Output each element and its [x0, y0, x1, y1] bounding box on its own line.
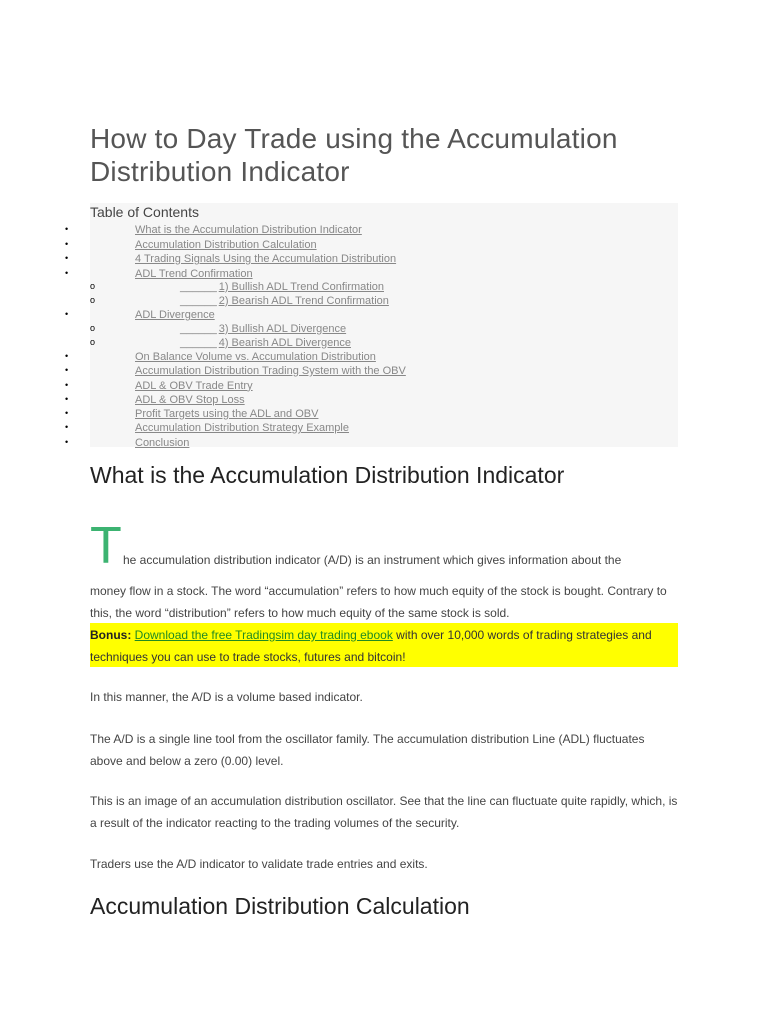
toc-link[interactable]: Profit Targets using the ADL and OBV: [135, 407, 319, 420]
page-title: How to Day Trade using the Accumulation Distribution Indicator: [90, 123, 618, 187]
paragraph-oscillator-image: This is an image of an accumulation distribution oscillator. See that the line can fluctuate quite rapidly, which, is a result of the indicator reacting to the trading volumes of the security.: [90, 794, 678, 830]
toc-bullet: •: [65, 393, 69, 404]
toc-link[interactable]: 4 Trading Signals Using the Accumulation Distribution: [135, 253, 397, 265]
toc-bullet: •: [65, 350, 69, 361]
section-heading-what-is: What is the Accumulation Distribution Indicator: [90, 462, 565, 488]
paragraph-single-line-tool: The A/D is a single line tool from the oscillator family. The accumulation distribution Line (ADL) fluctuates above and below a zero (0.00) level.: [90, 732, 645, 768]
paragraph-traders-use: Traders use the A/D indicator to validate trade entries and exits.: [90, 857, 428, 871]
toc-bullet: •: [65, 238, 69, 249]
toc-link[interactable]: ADL & OBV Trade Entry: [135, 379, 253, 392]
ebook-download-link[interactable]: Download the free Tradingsim day trading ebook: [134, 628, 393, 642]
toc-link[interactable]: Accumulation Distribution Trading System with the OBV: [135, 365, 406, 377]
toc-link[interactable]: What is the Accumulation Distribution Indicator: [135, 224, 362, 236]
toc-bullet: •: [65, 407, 69, 418]
intro-first-line: he accumulation distribution indicator (A/D) is an instrument which gives information about the: [123, 553, 622, 567]
table-of-contents: [65, 203, 678, 449]
toc-link[interactable]: ______ 2) Bearish ADL Trend Confirmation: [180, 295, 389, 307]
toc-bullet: o: [90, 336, 96, 347]
toc-link[interactable]: ADL & OBV Stop Loss: [135, 393, 245, 406]
toc-bullet: •: [65, 365, 69, 375]
drop-cap: T: [90, 517, 122, 575]
toc-bullet: •: [65, 379, 69, 390]
toc-link[interactable]: ______ 4) Bearish ADL Divergence: [180, 337, 351, 349]
toc-link[interactable]: Accumulation Distribution Strategy Example: [135, 422, 349, 434]
intro-paragraph: money flow in a stock. The word “accumulation” refers to how much equity of the stock is bought. Contrary to this, the word “distribution” refers to how much equity of the same stock is sold.: [90, 584, 667, 620]
bonus-text: with over 10,000 words of trading strategies and techniques you can use to trade stocks, futures and bitcoin!: [90, 628, 652, 664]
toc-bullet: •: [65, 267, 69, 278]
toc-link[interactable]: ADL Divergence: [135, 309, 215, 321]
bonus-label: Bonus:: [90, 628, 132, 642]
toc-bullet: •: [65, 253, 69, 263]
toc-bullet: •: [65, 436, 69, 447]
toc-link[interactable]: Conclusion: [135, 436, 190, 449]
toc-link[interactable]: ______ 1) Bullish ADL Trend Confirmation: [180, 281, 384, 293]
section-heading-calculation: Accumulation Distribution Calculation: [90, 893, 470, 919]
bonus-callout: [90, 623, 678, 667]
toc-heading: Table of Contents: [90, 204, 199, 220]
toc-bullet: •: [65, 309, 69, 319]
toc-bullet: o: [90, 280, 96, 291]
toc-bullet: •: [65, 422, 69, 432]
toc-link[interactable]: On Balance Volume vs. Accumulation Distribution: [135, 350, 376, 363]
paragraph-volume-based: In this manner, the A/D is a volume based indicator.: [90, 690, 363, 704]
toc-bullet: •: [65, 224, 69, 234]
toc-link[interactable]: Accumulation Distribution Calculation: [135, 238, 317, 251]
toc-link[interactable]: ______ 3) Bullish ADL Divergence: [180, 323, 346, 335]
toc-bullet: o: [90, 294, 96, 305]
toc-bullet: o: [90, 322, 96, 333]
toc-link[interactable]: ADL Trend Confirmation: [135, 267, 253, 280]
